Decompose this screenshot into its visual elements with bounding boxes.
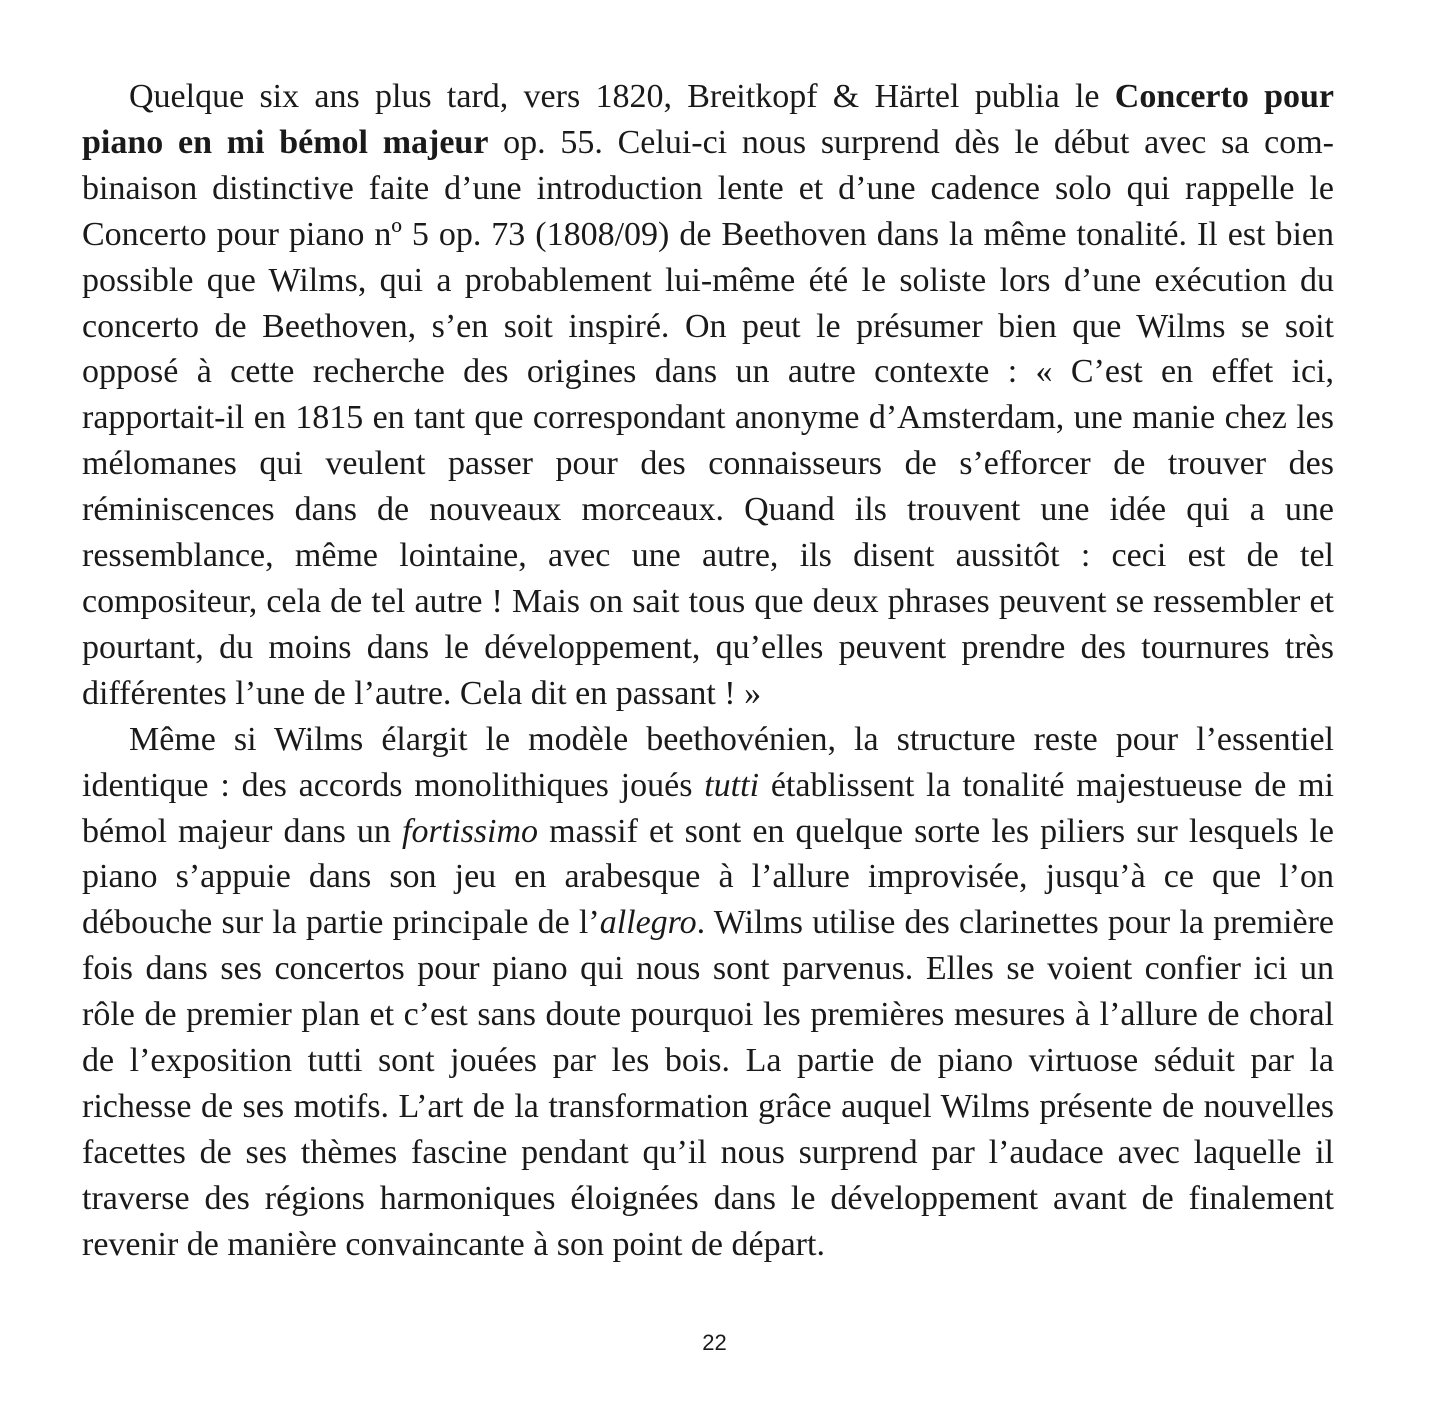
paragraph-2	[82, 717, 1334, 1268]
concerto-title: Concerto pour piano en mi bémol majeur	[82, 78, 1334, 161]
term-tutti: tutti	[704, 766, 760, 804]
page-number: 22	[702, 1330, 727, 1355]
document-body	[82, 74, 1334, 1268]
paragraph-2-segment-5: massif et sont en quelque sorte les piliers sur lesquels le piano s’appuie dans son jeu en arabesque à l’allure improvisée, jusqu’à ce que l’on débouche sur la partie principale de l’	[82, 812, 1334, 942]
paragraph-2-segment-3: établissent la tonalité majestueuse de mi bémol majeur dans un	[82, 766, 1334, 850]
paragraph-2-segment-7: . Wilms utilise des clarinettes pour la première fois dans ses concertos pour piano qui nous sont parvenus. Elles se voient confier ici un rôle de premier plan et c’est sans doute pourquoi les premières mesures à l’allure de choral de l’exposition tutti sont jouées par les bois. La partie de piano virtuose séduit par la richesse de ses motifs. L’art de la transformation grâce auquel Wilms présente de nouvelles facettes de ses thèmes fascine pendant qu’il nous surprend par l’audace avec laquelle il traverse des régions harmoniques éloignées dans le développement avant de finalement revenir de manière convaincante à son point de départ.	[82, 904, 1334, 1263]
paragraph-1-segment-3: op. 55. Celui-ci nous surprend dès le début avec sa combinaison distinctive faite d’une introduction lente et d’une cadence solo qui rappelle le Concerto pour piano nº 5 op. 73 (1808/09) de Beethoven dans la même tonalité. Il est bien possible que Wilms, qui a probablement lui-même été le soliste lors d’une exécution du concerto de Beethoven, s’en soit inspiré. On peut le présumer bien que Wilms se soit opposé à cette recherche des origines dans un autre contexte : « C’est en effet ici, rapportait-il en 1815 en tant que correspondant anonyme d’Amsterdam, une manie chez les mélomanes qui veulent passer pour des connaisseurs de s’efforcer de trouver des réminiscences dans de nouveaux morceaux. Quand ils trouvent une idée qui a une ressemblance, même lointaine, avec une autre, ils disent aussitôt : ceci est de tel compositeur, cela de tel autre ! Mais on sait tous que deux phrases peuvent se ressembler et pourtant, du moins dans le développement, qu’elles peuvent prendre des tournures très différentes l’une de l’autre. Cela dit en passant ! »	[82, 123, 1334, 712]
paragraph-2-segment-1: Même si Wilms élargit le modèle beethovénien, la structure reste pour l’essentiel identique : des accords monolithiques joués	[82, 720, 1334, 804]
term-allegro: allegro	[599, 904, 697, 942]
term-fortissimo: fortissimo	[402, 812, 539, 850]
paragraph-1	[82, 74, 1334, 717]
paragraph-1-segment-1: Quelque six ans plus tard, vers 1820, Breitkopf & Härtel publia le	[129, 78, 1115, 115]
